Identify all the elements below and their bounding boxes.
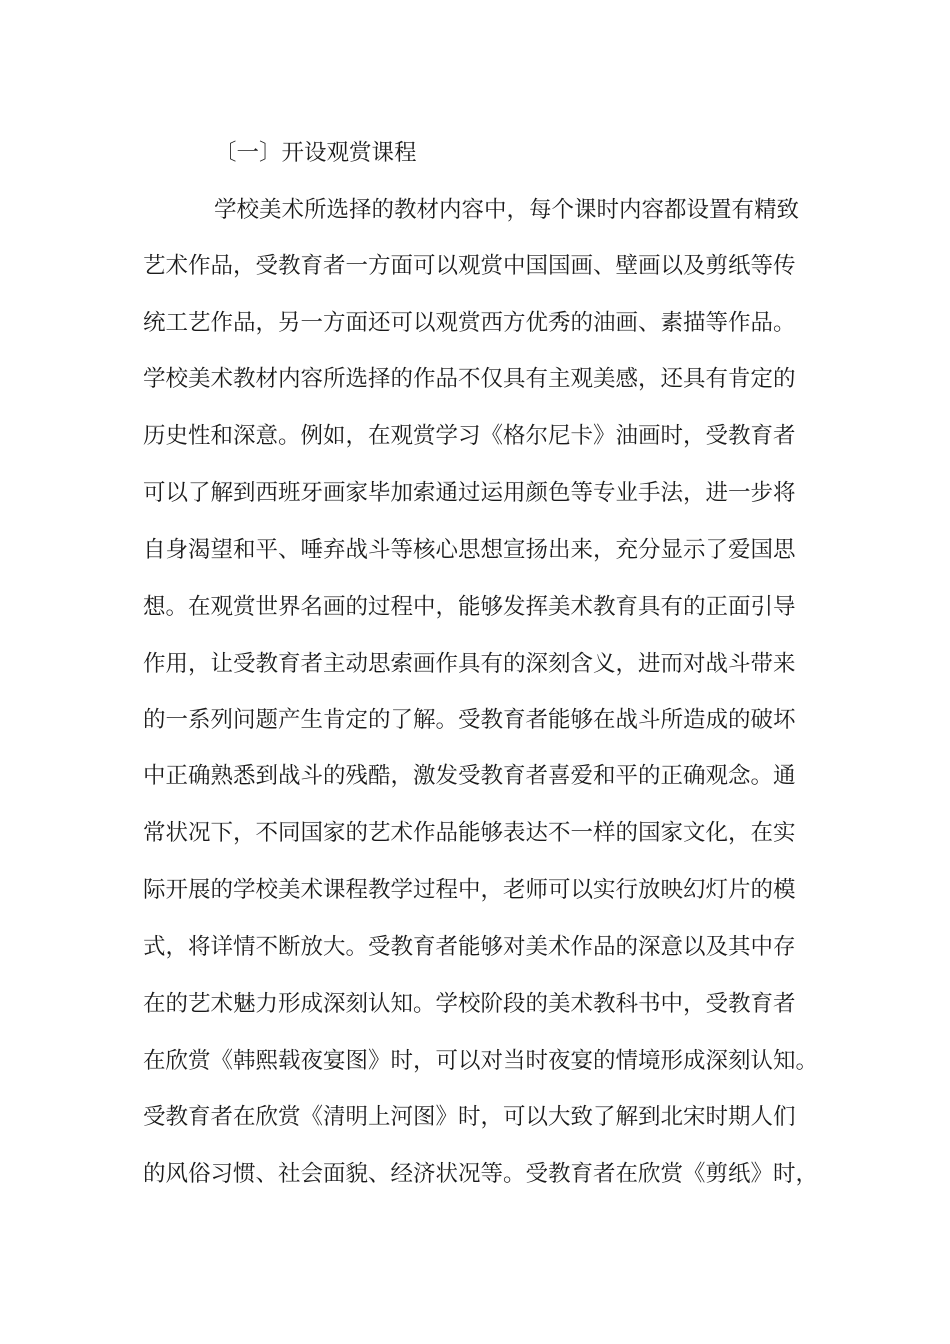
paragraph-line: 学校美术所选择的教材内容中，每个课时内容都设置有精致 bbox=[214, 197, 800, 223]
paragraph-line: 式，将详情不断放大。受教育者能够对美术作品的深意以及其中存 bbox=[143, 934, 796, 960]
paragraph-line: 想。在观赏世界名画的过程中，能够发挥美术教育具有的正面引导 bbox=[143, 594, 796, 620]
paragraph-line: 的风俗习惯、社会面貌、经济状况等。受教育者在欣赏《剪纸》时， bbox=[143, 1161, 819, 1187]
paragraph-line: 作用，让受教育者主动思索画作具有的深刻含义，进而对战斗带来 bbox=[143, 651, 796, 677]
paragraph-line: 历史性和深意。例如，在观赏学习《格尔尼卡》油画时，受教育者 bbox=[143, 423, 796, 449]
paragraph-line: 可以了解到西班牙画家毕加索通过运用颜色等专业手法，进一步将 bbox=[143, 480, 796, 506]
paragraph-line: 中正确熟悉到战斗的残酷，激发受教育者喜爱和平的正确观念。通 bbox=[143, 763, 796, 789]
section-heading: 〔一〕开设观赏课程 bbox=[214, 140, 417, 166]
paragraph-line: 学校美术教材内容所选择的作品不仅具有主观美感，还具有肯定的 bbox=[143, 366, 796, 392]
paragraph-line: 在的艺术魅力形成深刻认知。学校阶段的美术教科书中，受教育者 bbox=[143, 991, 796, 1017]
paragraph-line: 际开展的学校美术课程教学过程中，老师可以实行放映幻灯片的模 bbox=[143, 877, 796, 903]
paragraph-line: 受教育者在欣赏《清明上河图》时，可以大致了解到北宋时期人们 bbox=[143, 1104, 796, 1130]
paragraph-line: 在欣赏《韩熙载夜宴图》时，可以对当时夜宴的情境形成深刻认知。 bbox=[143, 1048, 819, 1074]
paragraph-line: 常状况下，不同国家的艺术作品能够表达不一样的国家文化，在实 bbox=[143, 820, 796, 846]
paragraph-line: 艺术作品，受教育者一方面可以观赏中国国画、壁画以及剪纸等传 bbox=[143, 253, 796, 279]
paragraph-line: 自身渴望和平、唾弃战斗等核心思想宣扬出来，充分显示了爱国思 bbox=[143, 537, 796, 563]
paragraph-line: 的一系列问题产生肯定的了解。受教育者能够在战斗所造成的破坏 bbox=[143, 707, 796, 733]
paragraph-line: 统工艺作品，另一方面还可以观赏西方优秀的油画、素描等作品。 bbox=[143, 310, 796, 336]
